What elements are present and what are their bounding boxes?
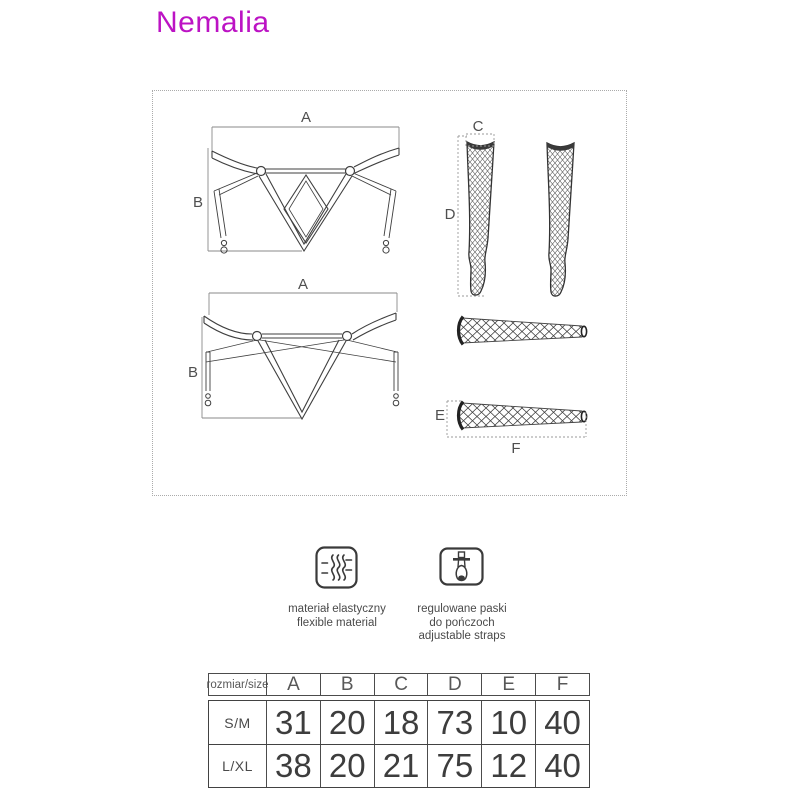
measurement-cell: 75 xyxy=(427,745,481,787)
front-garter-drawing xyxy=(193,109,399,253)
size-table-header-cell: F xyxy=(535,674,589,696)
measurement-cell: 10 xyxy=(481,701,535,744)
caption-line: adjustable straps xyxy=(418,630,506,642)
measurement-cell: 12 xyxy=(481,745,535,787)
table-row xyxy=(209,744,589,787)
size-table-header-cell: A xyxy=(266,674,320,696)
elastic-material-icon xyxy=(315,546,358,594)
measurement-cell: 20 xyxy=(320,701,374,744)
measurement-cell: 40 xyxy=(535,701,589,744)
size-label-cell: L/XL xyxy=(222,758,253,774)
stocking-length-label: D xyxy=(444,206,456,223)
caption-line: materiał elastyczny xyxy=(288,603,386,615)
size-table-header xyxy=(208,673,590,696)
size-table-header-cell: E xyxy=(481,674,535,696)
table-row xyxy=(209,701,589,744)
size-table-header-cell: B xyxy=(320,674,374,696)
leg-band-length-label: F xyxy=(511,440,521,457)
leg-band-height-label: E xyxy=(434,407,446,424)
stockings-drawing xyxy=(445,118,574,296)
measurement-cell: 20 xyxy=(320,745,374,787)
measurement-cell: 21 xyxy=(374,745,428,787)
measurement-cell: 73 xyxy=(427,701,481,744)
front-garter-height-label: B xyxy=(192,194,204,211)
size-label-cell: S/M xyxy=(224,714,251,731)
size-table-header-cell: C xyxy=(374,674,428,696)
caption-line: flexible material xyxy=(297,616,377,629)
measurement-cell: 40 xyxy=(535,745,589,787)
adjustable-straps-icon xyxy=(439,547,484,591)
adjustable-straps-caption xyxy=(387,603,537,644)
measurement-cell: 38 xyxy=(266,745,320,787)
back-garter-height-label: B xyxy=(187,364,199,381)
back-garter-dimension-lines xyxy=(202,293,397,418)
size-table-body xyxy=(208,700,590,788)
measurement-cell: 18 xyxy=(374,701,428,744)
size-table-header-cell: rozmiar/size xyxy=(206,679,269,691)
garter-clips xyxy=(205,394,399,406)
size-table-header-cell: D xyxy=(427,674,481,696)
caption-line: regulowane paski xyxy=(417,603,507,615)
stocking-top-width-label: C xyxy=(472,118,484,135)
technical-drawing-svg xyxy=(152,90,627,496)
product-title: Nemalia xyxy=(156,6,270,39)
front-garter-width-label: A xyxy=(300,109,312,126)
back-garter-width-label: A xyxy=(297,276,309,293)
back-garter-drawing xyxy=(188,276,399,419)
measurement-cell: 31 xyxy=(266,701,320,744)
caption-line: do pończoch xyxy=(429,616,495,629)
leg-band-drawings xyxy=(435,317,587,458)
